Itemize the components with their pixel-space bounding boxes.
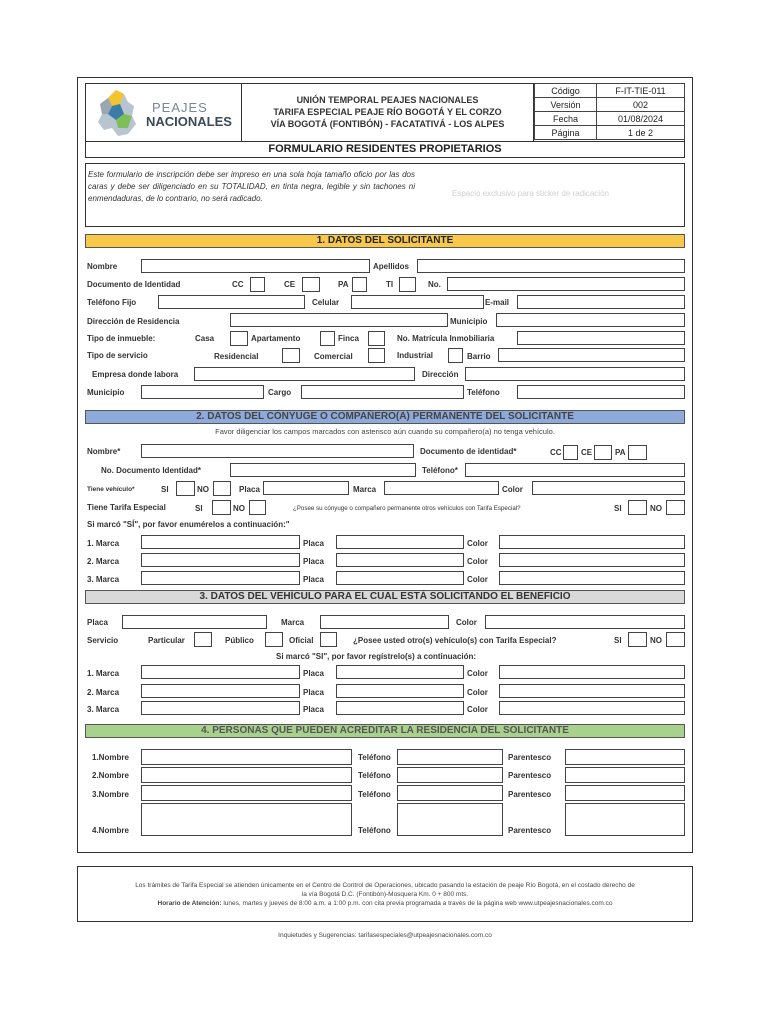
header-title-line-2: TARIFA ESPECIAL PEAJE RÍO BOGOTÁ Y EL CORZO [273, 107, 502, 117]
s3-row2-color-label: Color [467, 688, 488, 697]
tipo-inmueble-label: Tipo de inmueble: [87, 334, 156, 343]
municipio-empresa-label: Municipio [87, 388, 125, 397]
ce-label: CE [284, 280, 296, 289]
conyuge-ce-label: CE [581, 448, 593, 457]
pa-label: PA [338, 280, 349, 289]
meta-label-version: Versión [534, 97, 597, 112]
s4-row4-nombre-field[interactable] [141, 803, 352, 836]
posee-conyuge-label: ¿Posee su cónyuge o compañero permanente otros vehículos con Tarifa Especial? [293, 505, 521, 512]
conyuge-doc-label: Documento de identidad* [420, 447, 517, 456]
meta-value-version: 002 [596, 97, 685, 112]
conyuge-telefono-label: Teléfono* [422, 466, 458, 475]
celular-label: Celular [312, 298, 340, 307]
posee-conyuge-no-checkbox[interactable] [666, 500, 685, 515]
s3-row1-color-label: Color [467, 669, 488, 678]
pa-checkbox[interactable] [352, 277, 367, 292]
footer-horario-text: lunes, martes y jueves de 8:00 a.m. a 1:00 p.m. con cita previa programada a través de la página web www.utpeajesnacionales.com.co [223, 900, 613, 907]
conyuge-cc-checkbox[interactable] [563, 445, 578, 460]
s2-row3-placa-field[interactable] [336, 571, 464, 585]
doc-label: Documento de Identidad [87, 280, 181, 289]
s4-row3-nombre-label: 3.Nombre [92, 790, 129, 799]
s4-row1-nombre-field[interactable] [141, 749, 352, 765]
intro-text: Este formulario de inscripción debe ser impreso en una sola hoja tamaño oficio por las dos caras y debe ser diligenciado en su TOTALIDAD, en tinta negra, legible y sin tachones ni enmendaduras, de lo contrario, no será radicado. [88, 170, 415, 203]
sticker-area: Espacio exclusivo para sticker de radicación [452, 189, 609, 198]
conyuge-cc-label: CC [550, 448, 562, 457]
meta-label-codigo: Código [534, 83, 597, 98]
tiene-tarifa-label: Tiene Tarifa Especial [87, 503, 166, 512]
particular-checkbox[interactable] [194, 632, 212, 647]
conyuge-telefono-field[interactable] [465, 463, 685, 477]
apartamento-checkbox[interactable] [320, 331, 335, 346]
s4-row4-telefono-field[interactable] [397, 803, 503, 836]
s2-row1-color-field[interactable] [499, 535, 685, 549]
s2-row3-color-label: Color [467, 575, 488, 584]
conyuge-no-doc-field[interactable] [230, 463, 416, 477]
vehiculo-marca-label: Marca [281, 618, 305, 627]
s2-row1-marca-field[interactable] [141, 535, 300, 549]
s2-row2-color-field[interactable] [499, 553, 685, 567]
celular-field[interactable] [351, 295, 484, 309]
s3-row2-placa-field[interactable] [336, 684, 464, 698]
s4-row4-nombre-label: 4.Nombre [92, 826, 129, 835]
particular-label: Particular [148, 636, 185, 645]
telefono-field[interactable] [517, 385, 685, 399]
footer-horario [78, 899, 692, 908]
meta-value-fecha: 01/08/2024 [596, 111, 685, 126]
doc-number-field[interactable] [447, 277, 685, 291]
s3-row1-color-field[interactable] [499, 665, 685, 679]
s4-row4-parentesco-field[interactable] [565, 803, 685, 836]
s4-row1-telefono-field[interactable] [397, 749, 503, 765]
s3-row2-placa-label: Placa [303, 688, 324, 697]
conyuge-marca-label: Marca [353, 485, 377, 494]
industrial-label: Industrial [397, 351, 434, 360]
meta-label-fecha: Fecha [534, 111, 597, 126]
section-4-header: 4. PERSONAS QUE PUEDEN ACREDITAR LA RESIDENCIA DEL SOLICITANTE [85, 724, 685, 738]
tiene-vehiculo-no-checkbox[interactable] [213, 481, 231, 496]
posee-conyuge-no-label: NO [650, 504, 662, 513]
s3-row1-marca-field[interactable] [141, 665, 300, 679]
header-title [242, 84, 534, 141]
posee-vehiculo-no-checkbox[interactable] [666, 632, 685, 647]
logo-text-peajes: PEAJES [152, 100, 208, 115]
footer-box [77, 866, 693, 922]
colombia-map-icon [94, 88, 138, 138]
cc-checkbox[interactable] [250, 277, 265, 292]
telefono-label: Teléfono [467, 388, 500, 397]
s2-row1-marca-label: 1. Marca [87, 539, 120, 548]
tiene-vehiculo-no-label: NO [197, 485, 209, 494]
conyuge-no-doc-label: No. Documento Identidad* [101, 466, 201, 475]
email-field[interactable] [517, 295, 685, 309]
footer-line-1: Los trámites de Tarifa Especial se atienden únicamente en el Centro de Control de Operaciones, ubicado pasando la estación de peaje Río Bogotá, en el costado derecho de [135, 882, 635, 889]
tiene-tarifa-no-label: NO [233, 504, 245, 513]
s2-row3-color-field[interactable] [499, 571, 685, 585]
s4-row4-telefono-label: Teléfono [358, 826, 391, 835]
barrio-field[interactable] [498, 348, 685, 362]
s2-row2-placa-field[interactable] [336, 553, 464, 567]
s4-row3-telefono-field[interactable] [397, 785, 503, 801]
s4-row1-nombre-label: 1.Nombre [92, 753, 129, 762]
tiene-tarifa-si-checkbox[interactable] [212, 500, 231, 515]
s2-row3-placa-label: Placa [303, 575, 324, 584]
form-title: FORMULARIO RESIDENTES PROPIETARIOS [85, 141, 685, 158]
s3-row2-marca-label: 2. Marca [87, 688, 120, 697]
posee-vehiculo-si-label: SI [614, 636, 622, 645]
s3-row3-marca-field[interactable] [141, 701, 300, 715]
s4-row1-telefono-label: Teléfono [358, 753, 391, 762]
tiene-tarifa-no-checkbox[interactable] [249, 500, 266, 515]
s4-row3-parentesco-label: Parentesco [508, 790, 552, 799]
ti-checkbox[interactable] [399, 277, 416, 292]
header-title-line-1: UNIÓN TEMPORAL PEAJES NACIONALES [296, 95, 479, 105]
tel-fijo-label: Teléfono Fijo [87, 298, 137, 307]
section-2-header: 2. DATOS DEL CÓNYUGE O COMPAÑERO(A) PERMANENTE DEL SOLICITANTE [85, 410, 685, 424]
meta-value-codigo: F-IT-TIE-011 [596, 83, 685, 98]
s4-row1-parentesco-field[interactable] [565, 749, 685, 765]
empresa-label: Empresa donde labora [92, 370, 179, 379]
s4-row3-telefono-label: Teléfono [358, 790, 391, 799]
casa-checkbox[interactable] [230, 331, 248, 346]
municipio-empresa-field[interactable] [141, 385, 264, 399]
footer-horario-label: Horario de Atención: [157, 900, 222, 907]
conyuge-nombre-label: Nombre* [87, 447, 121, 456]
s3-row3-color-label: Color [467, 705, 488, 714]
s4-row2-parentesco-field[interactable] [565, 767, 685, 783]
tiene-vehiculo-label: Tiene vehículo* [87, 486, 135, 493]
enumere-label: Si marcó "SÍ", por favor enumérelos a continuación:" [87, 520, 290, 529]
s3-row3-placa-label: Placa [303, 705, 324, 714]
conyuge-marca-field[interactable] [384, 481, 499, 495]
apellidos-label: Apellidos [373, 262, 410, 271]
conyuge-pa-checkbox[interactable] [628, 445, 647, 460]
vehiculo-placa-field[interactable] [122, 615, 267, 629]
conyuge-color-label: Color [502, 485, 523, 494]
s3-row1-placa-label: Placa [303, 669, 324, 678]
casa-label: Casa [195, 334, 215, 343]
s4-row2-nombre-field[interactable] [141, 767, 352, 783]
s3-row2-color-field[interactable] [499, 684, 685, 698]
matricula-field[interactable] [517, 331, 685, 345]
s2-row2-marca-label: 2. Marca [87, 557, 120, 566]
section-3-header: 3. DATOS DEL VEHÍCULO PARA EL CUAL ESTÁ SOLICITANDO EL BENEFICIO [85, 590, 685, 604]
municipio-label: Municipio [450, 317, 488, 326]
s4-row2-nombre-label: 2.Nombre [92, 771, 129, 780]
nombre-label: Nombre [87, 262, 118, 271]
comercial-checkbox[interactable] [368, 348, 385, 363]
s2-row1-placa-label: Placa [303, 539, 324, 548]
no-label: No. [428, 280, 441, 289]
posee-vehiculo-label: ¿Posee usted otro(s) vehículo(s) con Tarifa Especial? [353, 636, 557, 645]
s3-row3-color-field[interactable] [499, 701, 685, 715]
direccion-label: Dirección de Residencia [87, 317, 180, 326]
logo [86, 84, 242, 141]
conyuge-nombre-field[interactable] [141, 444, 414, 458]
posee-vehiculo-si-checkbox[interactable] [628, 632, 647, 647]
empresa-field[interactable] [194, 367, 415, 381]
s4-row2-telefono-label: Teléfono [358, 771, 391, 780]
vehiculo-color-field[interactable] [485, 615, 685, 629]
s2-row1-placa-field[interactable] [336, 535, 464, 549]
oficial-checkbox[interactable] [320, 632, 337, 647]
conyuge-placa-label: Placa [239, 485, 260, 494]
tel-fijo-field[interactable] [158, 295, 305, 309]
s3-row1-placa-field[interactable] [336, 665, 464, 679]
tiene-vehiculo-si-label: SI [161, 485, 169, 494]
posee-vehiculo-no-label: NO [650, 636, 662, 645]
s4-row3-parentesco-field[interactable] [565, 785, 685, 801]
apellidos-field[interactable] [417, 259, 685, 273]
residencial-checkbox[interactable] [282, 348, 300, 363]
s3-row3-placa-field[interactable] [336, 701, 464, 715]
municipio-field[interactable] [496, 313, 685, 327]
vehiculo-placa-label: Placa [87, 618, 108, 627]
cargo-field[interactable] [301, 385, 464, 399]
s3-row2-marca-field[interactable] [141, 684, 300, 698]
tipo-servicio-label: Tipo de servicio [87, 351, 148, 360]
footer-contact: Inquietudes y Sugerencias: tarifasespeciales@utpeajesnacionales.com.co [278, 932, 492, 939]
finca-checkbox[interactable] [368, 331, 385, 346]
logo-text-nacionales: NACIONALES [146, 114, 232, 129]
tiene-tarifa-si-label: SI [195, 504, 203, 513]
ce-checkbox[interactable] [302, 277, 320, 292]
meta-label-pagina: Página [534, 125, 597, 140]
email-label: E-mail [485, 298, 510, 307]
section-2-note: Favor diligenciar los campos marcados con asterisco aún cuando su compañero(a) no tenga vehículo. [215, 427, 555, 436]
servicio-label: Servicio [87, 636, 119, 645]
direccion-field[interactable] [230, 313, 448, 327]
finca-label: Finca [338, 334, 359, 343]
meta-value-pagina: 1 de 2 [596, 125, 685, 140]
conyuge-color-field[interactable] [532, 481, 685, 495]
residencial-label: Residencial [214, 352, 259, 361]
publico-checkbox[interactable] [265, 632, 283, 647]
section-1-header: 1. DATOS DEL SOLICITANTE [85, 234, 685, 248]
s2-row2-color-label: Color [467, 557, 488, 566]
direccion-empresa-field[interactable] [465, 367, 685, 381]
s4-row1-parentesco-label: Parentesco [508, 753, 552, 762]
s4-row3-nombre-field[interactable] [141, 785, 352, 801]
registre-label: Si marcó "SI", por favor regístrelo(s) a continuación: [276, 652, 477, 661]
oficial-label: Oficial [289, 636, 314, 645]
conyuge-ce-checkbox[interactable] [594, 445, 612, 460]
s2-row3-marca-field[interactable] [141, 571, 300, 585]
cargo-label: Cargo [268, 388, 292, 397]
s3-row3-marca-label: 3. Marca [87, 705, 120, 714]
posee-conyuge-si-label: SI [614, 504, 622, 513]
apartamento-label: Apartamento [251, 334, 301, 343]
header-title-line-3: VÍA BOGOTÁ (FONTIBÓN) - FACATATIVÁ - LOS ALPES [270, 119, 505, 129]
tiene-vehiculo-si-checkbox[interactable] [176, 481, 195, 496]
ti-label: TI [386, 280, 394, 289]
vehiculo-marca-field[interactable] [320, 615, 449, 629]
vehiculo-color-label: Color [456, 618, 477, 627]
footer-line-2: la vía Bogotá D.C. (Fontibón)-Mosquera Km. 0 + 800 mts. [301, 891, 469, 898]
nombre-field[interactable] [141, 259, 370, 273]
s2-row3-marca-label: 3. Marca [87, 575, 120, 584]
conyuge-placa-field[interactable] [263, 481, 349, 495]
s2-row2-placa-label: Placa [303, 557, 324, 566]
barrio-label: Barrio [467, 352, 491, 361]
s4-row2-telefono-field[interactable] [397, 767, 503, 783]
direccion-empresa-label: Dirección [422, 370, 459, 379]
conyuge-pa-label: PA [615, 448, 626, 457]
cc-label: CC [232, 280, 244, 289]
s2-row1-color-label: Color [467, 539, 488, 548]
posee-conyuge-si-checkbox[interactable] [628, 500, 647, 515]
s3-row1-marca-label: 1. Marca [87, 669, 120, 678]
matricula-label: No. Matrícula Inmobiliaria [397, 334, 495, 343]
s2-row2-marca-field[interactable] [141, 553, 300, 567]
s4-row4-parentesco-label: Parentesco [508, 826, 552, 835]
s4-row2-parentesco-label: Parentesco [508, 771, 552, 780]
publico-label: Público [225, 636, 254, 645]
comercial-label: Comercial [314, 352, 353, 361]
industrial-checkbox[interactable] [448, 348, 463, 363]
